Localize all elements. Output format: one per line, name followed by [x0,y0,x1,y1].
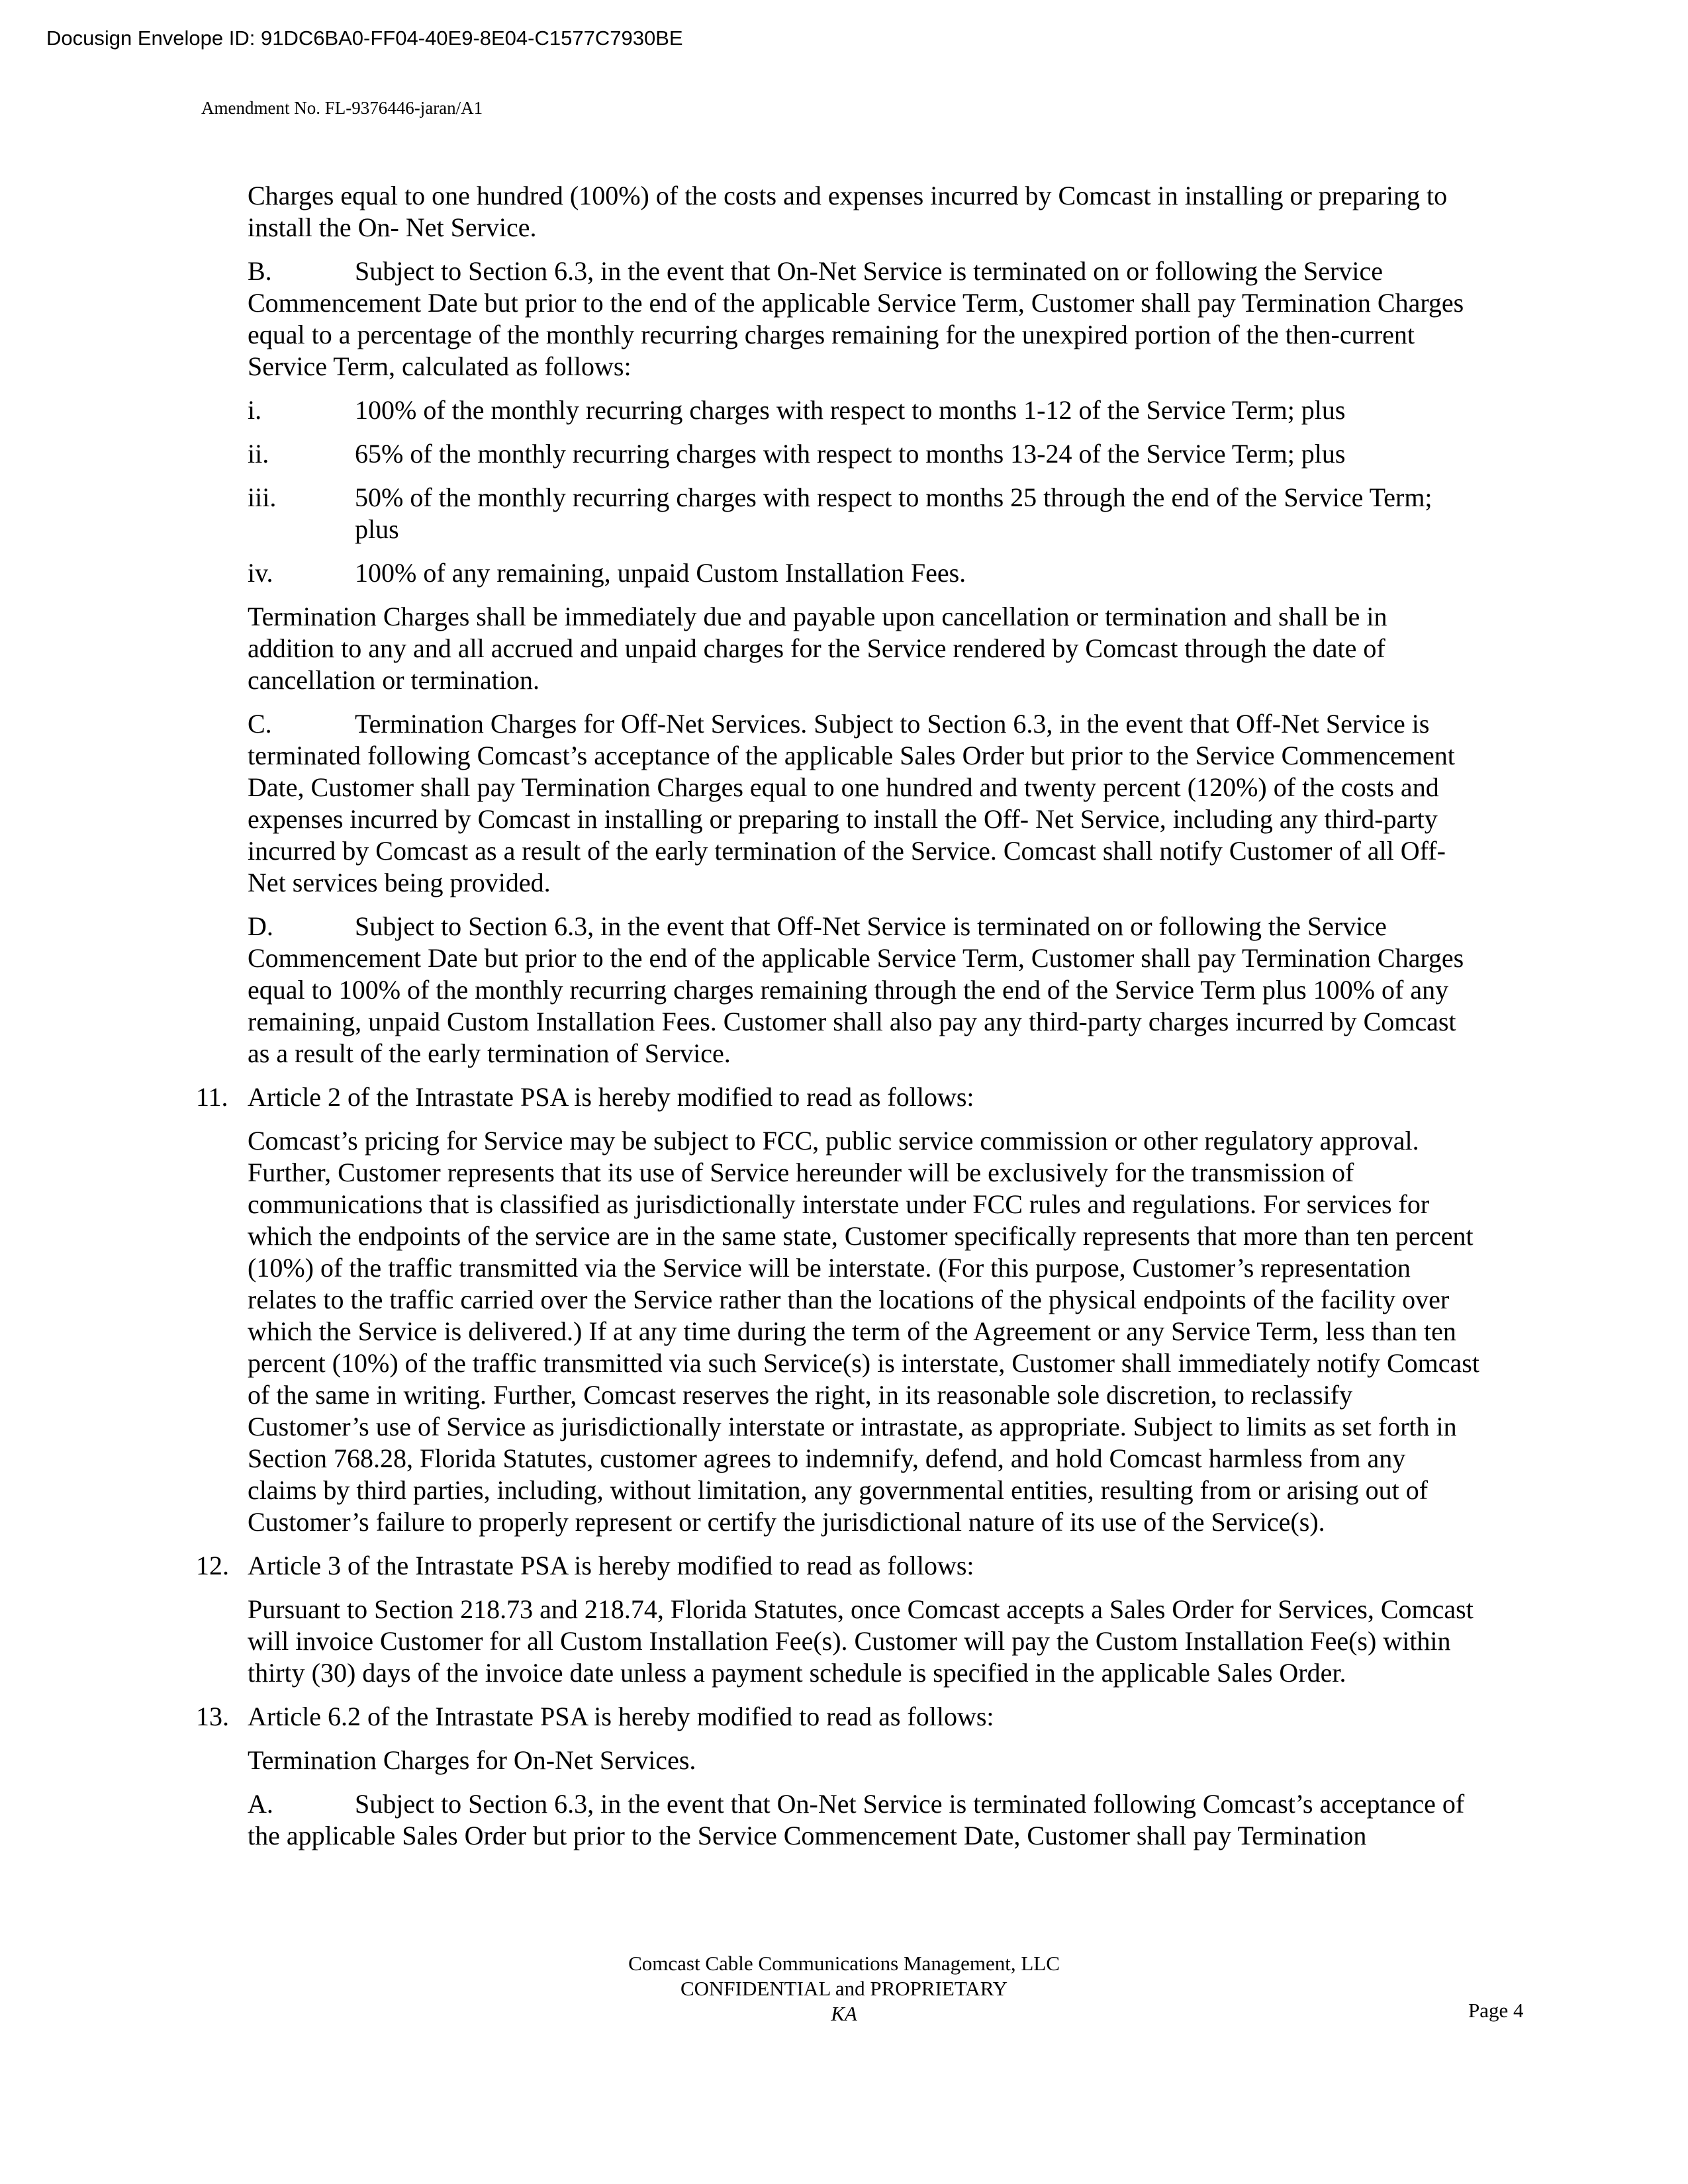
roman-text: 100% of any remaining, unpaid Custom Installation Fees. [355,558,966,588]
roman-label: i. [248,395,262,425]
roman-text: 65% of the monthly recurring charges with respect to months 13-24 of the Service Term; plus [355,439,1346,469]
section-d-text: Subject to Section 6.3, in the event that Off-Net Service is terminated on or following the Service Commencement Date but prior to the end of the applicable Service Term, Customer shall pay Termination Charges equal to 100% of the monthly recurring charges remaining through the end of the Service Term plus 100% of any remaining, unpaid Custom Installation Fees. Customer shall also pay any third-party charges incurred by Comcast as a result of the early termination of Service. [248,911,1464,1068]
item-heading: Article 3 of the Intrastate PSA is hereby modified to read as follows: [248,1551,974,1580]
roman-label: ii. [248,439,269,469]
numbered-item-13 [196,1701,1480,1852]
list-item [248,394,1480,426]
footer-confidential: CONFIDENTIAL and PROPRIETARY [680,1977,1008,2000]
section-c [248,708,1480,899]
item-text: Comcast’s pricing for Service may be subject to FCC, public service commission or other regulatory approval. Further, Customer represents that its use of Service hereunder will be exclusively for the transmission of communications that is classified as jurisdictionally interstate under FCC rules and regulations. For services for which the endpoints of the service are in the same state, Customer specifically represents that more than ten percent (10%) of the traffic transmitted via the Service will be interstate. (For this purpose, Customer’s representation relates to the traffic carried over the Service rather than the locations of the physical endpoints of the facility over which the Service is delivered.) If at any time during the term of the Agreement or any Service Term, less than ten percent (10%) of the traffic transmitted via such Service(s) is interstate, Customer shall immediately notify Comcast of the same in writing. Further, Comcast reserves the right, in its reasonable sole discretion, to reclassify Customer’s use of Service as jurisdictionally interstate or intrastate, as appropriate. Subject to limits as set forth in Section 768.28, Florida Statutes, customer agrees to indemnify, defend, and hold Comcast harmless from any claims by third parties, including, without limitation, any governmental entities, resulting from or arising out of Customer’s failure to properly represent or certify the jurisdictional nature of its use of the Service(s). [248,1126,1479,1537]
list-item [248,482,1480,545]
item-number: 11. [196,1082,228,1112]
numbered-item-12 [196,1550,1480,1689]
page-number: Page 4 [1468,1999,1524,2022]
item-heading: Article 6.2 of the Intrastate PSA is hereby modified to read as follows: [248,1702,994,1731]
amendment-number: Amendment No. FL-9376446-jaran/A1 [201,98,483,118]
docusign-envelope-id: Docusign Envelope ID: 91DC6BA0-FF04-40E9-8E04-C1577C7930BE [46,26,683,50]
section-b-label: B. [248,256,272,286]
section-c-text: Termination Charges for Off-Net Services. Subject to Section 6.3, in the event that Off-Net Service is terminated following Comcast’s acceptance of the applicable Sales Order but prior to the Service Commencement Date, Customer shall pay Termination Charges equal to one hundred and twenty percent (120%) of the costs and expenses incurred by Comcast in installing or preparing to install the Off- Net Service, including any third-party incurred by Comcast as a result of the early termination of the Service. Comcast shall notify Customer of all Off-Net services being provided. [248,709,1455,897]
item-number: 12. [196,1551,229,1580]
section-a-label: A. [248,1789,273,1819]
list-item [248,438,1480,470]
numbered-item-11 [196,1081,1480,1538]
footer-initials: KA [831,2002,857,2025]
section-d [248,911,1480,1069]
document-body [196,180,1480,1864]
paragraph-continued-charges: Charges equal to one hundred (100%) of the costs and expenses incurred by Comcast in installing or preparing to install the On- Net Service. [248,181,1448,242]
section-b [248,255,1480,383]
item-number: 13. [196,1702,229,1731]
item-subheading: Termination Charges for On-Net Services. [248,1745,696,1775]
section-a [248,1788,1480,1852]
roman-label: iii. [248,482,277,512]
roman-text: 100% of the monthly recurring charges with respect to months 1-12 of the Service Term; plus [355,395,1346,425]
footer-company: Comcast Cable Communications Management, LLC [628,1952,1060,1975]
page-footer [0,1951,1688,2026]
paragraph-termination-due: Termination Charges shall be immediately due and payable upon cancellation or termination and shall be in addition to any and all accrued and unpaid charges for the Service rendered by Comcast through the date of cancellation or termination. [248,602,1387,695]
section-b-text: Subject to Section 6.3, in the event that On-Net Service is terminated on or following the Service Commencement Date but prior to the end of the applicable Service Term, Customer shall pay Termination Charges equal to a percentage of the monthly recurring charges remaining for the unexpired portion of the then-current Service Term, calculated as follows: [248,256,1464,381]
list-item [248,557,1480,589]
roman-text: 50% of the monthly recurring charges with respect to months 25 through the end of the Service Term; plus [355,482,1432,544]
roman-label: iv. [248,558,273,588]
section-a-text: Subject to Section 6.3, in the event that On-Net Service is terminated following Comcast’s acceptance of the applicable Sales Order but prior to the Service Commencement Date, Customer shall pay Termination [248,1789,1465,1850]
item-heading: Article 2 of the Intrastate PSA is hereby modified to read as follows: [248,1082,974,1112]
section-d-label: D. [248,911,273,941]
section-c-label: C. [248,709,272,739]
item-text: Pursuant to Section 218.73 and 218.74, Florida Statutes, once Comcast accepts a Sales Order for Services, Comcast will invoice Customer for all Custom Installation Fee(s). Customer will pay the Custom Installation Fee(s) within thirty (30) days of the invoice date unless a payment schedule is specified in the applicable Sales Order. [248,1594,1474,1688]
